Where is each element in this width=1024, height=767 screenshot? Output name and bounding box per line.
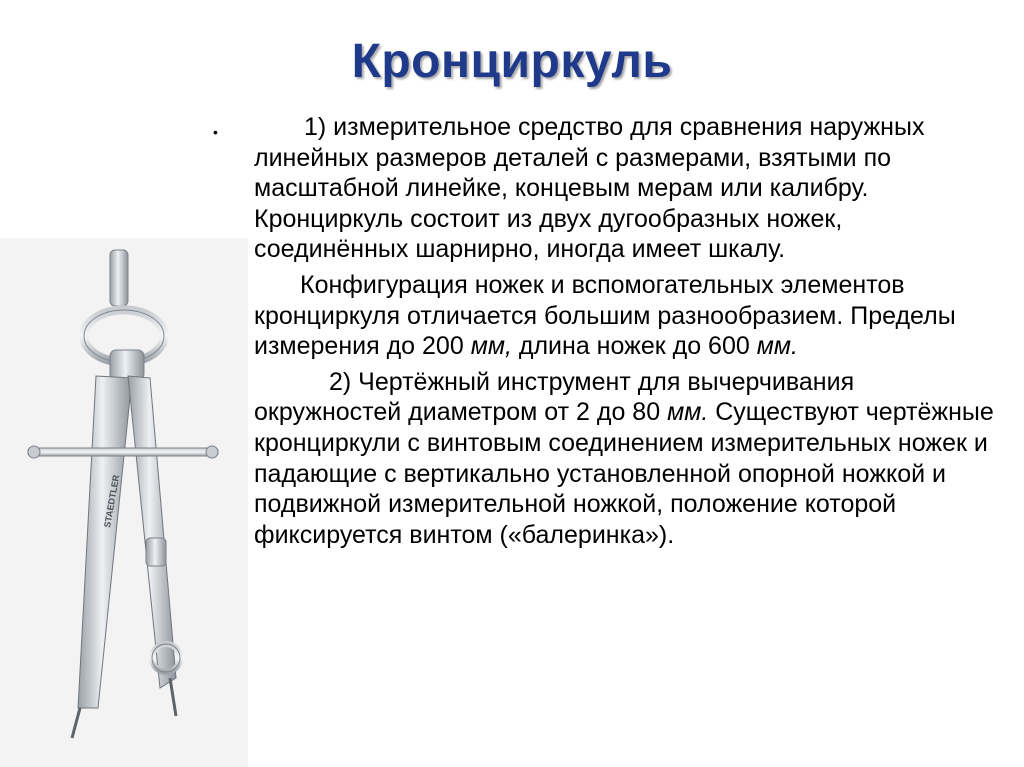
compass-handle [110,250,128,306]
compass-needle [72,708,80,738]
compass-right-leg [128,376,176,688]
paragraph-2-text-a: Конфигурация ножек и вспомогательных элементов кронциркуля отличается большим разнообразием. Пределы измерения до 200 [254,270,956,361]
paragraph-3-text-a: 2) Чертёжный инструмент для вычерчивания окружностей диаметром от 2 до 80 [254,367,855,427]
unit-mm-3: мм. [667,398,709,427]
compass-left-leg [78,376,132,708]
bullet-marker: • [213,124,218,140]
slide-body [254,112,1002,550]
paragraph-1-text: 1) измерительное средство для сравнения наружных линейных размеров деталей с размерами, взятыми по масштабной линейке, концевым мерам или калибру. Кронциркуль состоит из двух дугообразных ножек, соединённых шарнирно, иногда имеет шкалу. [254,113,925,264]
paragraph-1 [254,112,1002,265]
paragraph-2 [254,270,1002,362]
paragraph-3 [254,367,1002,551]
unit-mm-1: мм, [470,332,512,361]
compass-photo [0,238,248,767]
compass-lead [170,678,176,716]
slide-title: Кронциркуль [351,35,673,88]
compass-screw-rod [28,448,218,456]
paragraph-2-text-b: длина ножек до 600 [511,332,757,361]
paragraph-3-text-b: Существуют чертёжные кронциркули с винтовым соединением измерительных ножек и падающие с вертикально установленной опорной ножкой и подвижной измерительной ножкой, положение которой фиксируется винтом («балеринка»). [254,398,994,549]
compass-brand-text: STAEDTLER [102,474,122,529]
unit-mm-2: мм. [756,332,798,361]
